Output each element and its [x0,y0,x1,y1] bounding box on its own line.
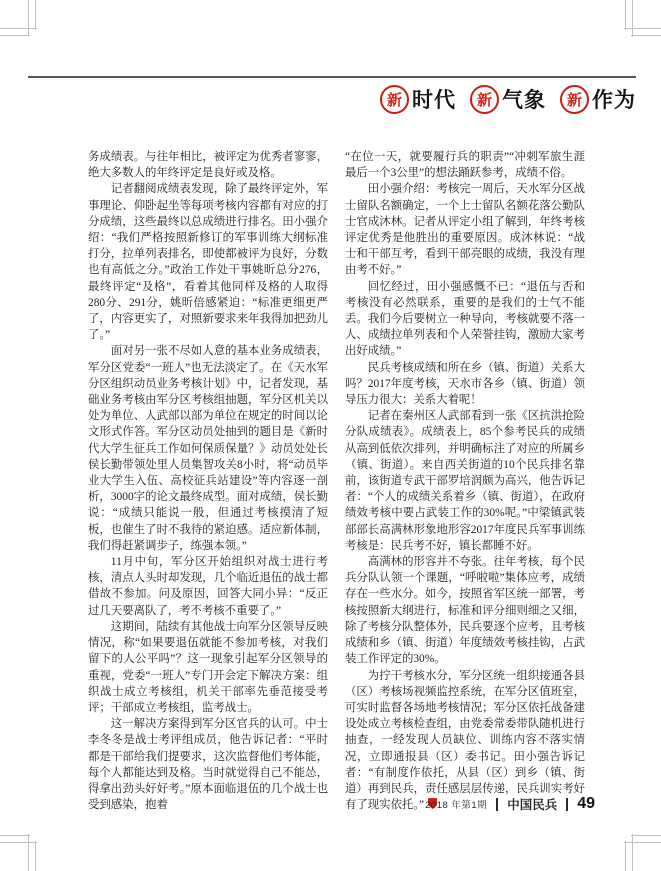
article-paragraph: 民兵考核成绩和所在乡（镇、街道）关系大吗？2017年度考核，天水市各乡（镇、街道）领导压力很大：关系大着呢！ [345,361,585,407]
theme-word: 作为 [592,89,636,112]
theme-title-group [470,84,546,114]
article-paragraph: 11月中旬，军分区开始组织对战士进行考核，清点人头时却发现，几个临近退伍的战士都借故不参加。问及原因，回答大同小异：“反正过几天要离队了，考不考核不重要了。” [88,556,328,617]
article-paragraph: 高满林的形容并不夸张。往年考核，每个民兵分队认领一个课题，“呼啦啦”集体应考，成绩存在一些水分。如今，按照省军区统一部署，考核按照新大纲进行，标准和评分细则细之又细，除了考核分队整体外，民兵要逐个应考，且考核成绩和乡（镇、街道）年度绩效考核挂钩，占武装工作评定的30%。 [345,556,585,666]
article-paragraph: 务成绩表。与往年相比，被评定为优秀者寥寥，绝大多数人的年终评定是良好或及格。 [88,151,328,180]
theme-word: 气象 [502,89,546,112]
theme-title-group [380,84,456,114]
new-seal-icon: 新 [560,85,589,114]
article-paragraph: “在位一天，就要履行兵的职责”“冲刺军旅生涯最后一个3公里”的想法踊跃参考，成绩不俗。 [345,151,585,180]
article-paragraph: 回忆经过，田小强感慨不已：“退伍与否和考核没有必然联系，重要的是我们的士气不能丢。我们今后要树立一种导向，考核就要不落一人、成绩拉单列表和个人荣誉挂钩，激励大家考出好成绩。” [345,280,585,358]
article-column-left [88,149,328,813]
page-theme-title [380,84,636,114]
footer-issue: 2018 年第1期 [425,800,488,811]
article-paragraph: 记者翻阅成绩表发现，除了最终评定外，军事理论、仰卧起坐等每项考核内容都有对应的打分成绩，这些最终以总成绩进行排名。田小强介绍：“我们严格按照新修订的军事训练大纲标准打分，拉单列表排名，即使都被评为良好，分数也有高低之分。”政治工作处干事姚昕总分276，最终评定“及格”，看着其他同样及格的人取得280分、291分，姚昕倍感紧迫：“标准更细更严了，内容更实了，对照新要求来年我得加把劲儿了。” [88,183,328,342]
page-footer [425,795,595,813]
header-rule [28,76,636,78]
article-column-right [345,149,585,813]
article-paragraph: 面对另一张不尽如人意的基本业务成绩表，军分区党委“一班人”也无法淡定了。在《天水军分区组织动员业务考核计划》中，记者发现，基础业务考核由军分区考核组抽题，军分区机关以处为单位、人武部以部为单位在规定的时间以论文形式作答。军分区动员处抽到的题目是《新时代大学生征兵工作如何保质保量？》动员处处长侯长勤带领处里人员集智攻关8小时，将“动员毕业大学生入伍、高校征兵站建设”等内容逐一剖析，3000字的论文最终成型。面对成绩，侯长勤说：“成绩只能说一般，但通过考核摸清了短板，也催生了时不我待的紧迫感。适应新体制，我们得赶紧调步子，练强本领。” [88,345,328,552]
article-paragraph: 为拧干考核水分，军分区统一组织接通各县（区）考核场视频监控系统，在军分区值班室，可实时监督各场地考核情况；军分区依托战备建设处成立考核检查组，由党委常委带队随机进行抽查，一经发现人员缺位、训练内容不落实情况，立即通报县（区）委书记。田小强告诉记者：“有制度作依托，从县（区）到乡（镇、街道）再到民兵，责任感层层传递，民兵训实考好有了现实依托。” [345,669,585,812]
article-paragraph: 田小强介绍：考核完一周后，天水军分区战士留队名额确定，一个上士留队名额花落公勤队士官成沐林。记者从评定小组了解到，年终考核评定优秀是他胜出的重要原因。成沐林说：“战士和干部互考，看到干部亮眼的成绩，我没有理由考不好。” [345,183,585,277]
footer-separator-icon [566,798,568,811]
new-seal-icon: 新 [470,85,499,114]
new-seal-icon: 新 [380,85,409,114]
footer-separator-icon [496,798,498,811]
footer-magazine-title: 中国民兵 [507,798,558,812]
article-paragraph: 记者在秦州区人武部看到一张《区抗洪抢险分队成绩表》。成绩表上，85个参考民兵的成绩从高到低依次排列，并明确标注了对应的所属乡（镇、街道）。来自西关街道的10个民兵排名靠前，该街道专武干部罗培润颇为高兴，他告诉记者：“个人的成绩关系着乡（镇、街道），在政府绩效考核中要占武装工作的30%呢。”中梁镇武装部部长高满林形象地形容2017年度民兵军事训练考核是：民兵考不好，镇长都睡不好。 [345,410,585,552]
theme-word: 时代 [412,89,456,112]
article-body [88,149,585,813]
article-paragraph: 这期间，陆续有其他战士向军分区领导反映情况，称“如果要退伍就能不参加考核，对我们留下的人公平吗”？这一现象引起军分区领导的重视，党委“一班人”专门开会定下解决方案：组织战士成立考核组，机关干部率先垂范接受考评；干部成立考核组，监考战士。 [88,620,328,714]
article-paragraph: 这一解决方案得到军分区官兵的认可。中士李冬冬是战士考评组成员，他告诉记者：“平时都是干部给我们提要求，这次监督他们考体能，每个人都能达到及格。当时就觉得自己不能怂，得拿出劲头好好考。”原本面临退伍的几个战士也受到感染，抱着 [88,718,328,812]
theme-title-group [560,84,636,114]
footer-page-number: 49 [577,795,595,812]
